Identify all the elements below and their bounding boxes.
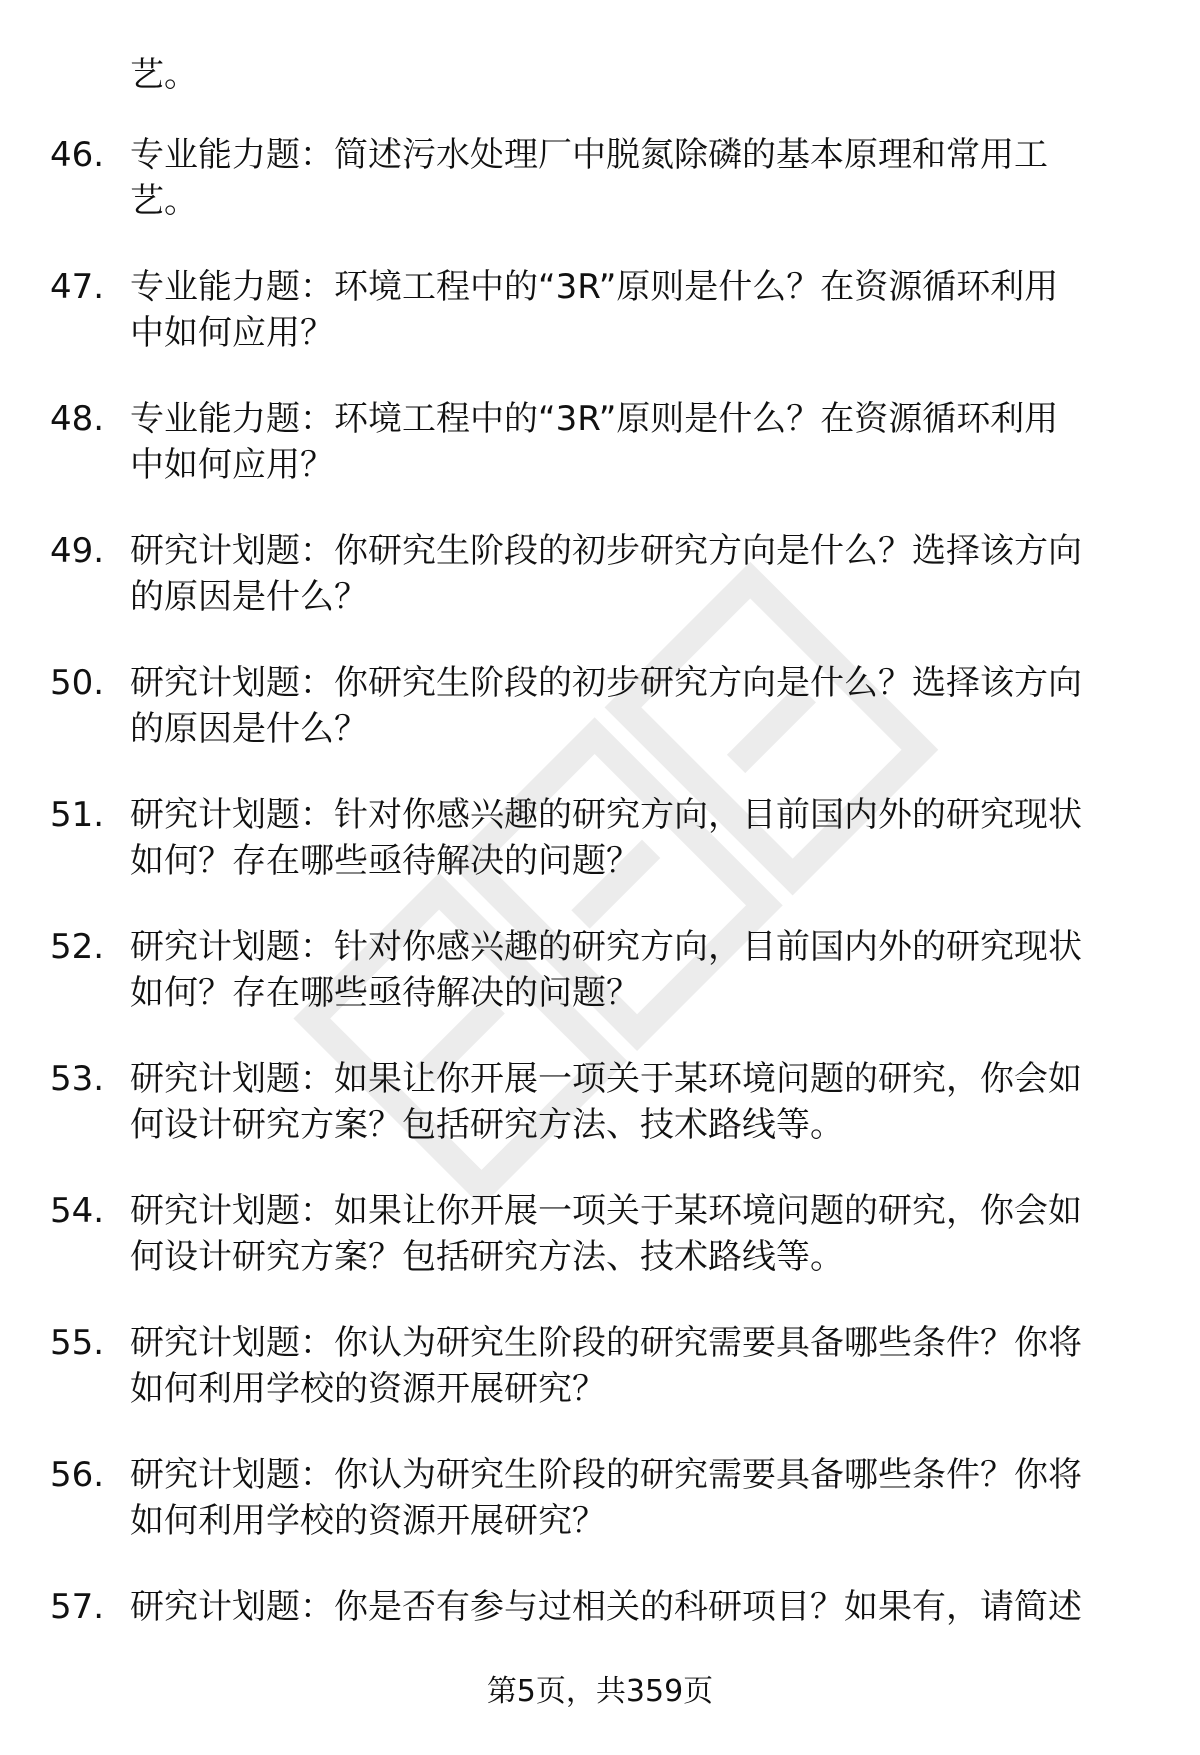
question-line: 专业能力题：环境工程中的“3R”原则是什么？在资源循环利用 xyxy=(130,267,1059,307)
question-text xyxy=(130,528,1150,620)
list-item xyxy=(0,660,1200,760)
question-text xyxy=(130,1320,1150,1412)
question-text xyxy=(130,924,1150,1016)
question-line: 研究计划题：你认为研究生阶段的研究需要具备哪些条件？你将 xyxy=(130,1323,1082,1363)
question-number: 57. xyxy=(50,1587,105,1627)
question-text xyxy=(130,792,1150,884)
list-item xyxy=(0,264,1200,364)
question-number: 55. xyxy=(50,1323,105,1363)
question-line: 专业能力题：简述污水处理厂中脱氮除磷的基本原理和常用工 xyxy=(130,135,1048,175)
question-text xyxy=(130,1188,1150,1280)
question-line: 研究计划题：针对你感兴趣的研究方向，目前国内外的研究现状 xyxy=(130,927,1082,967)
question-line: 艺。 xyxy=(130,181,198,221)
question-line: 研究计划题：你研究生阶段的初步研究方向是什么？选择该方向 xyxy=(130,531,1082,571)
question-text xyxy=(130,1056,1150,1148)
question-line: 的原因是什么？ xyxy=(130,577,368,617)
question-number: 50. xyxy=(50,663,105,703)
list-item xyxy=(0,1320,1200,1420)
question-text xyxy=(130,1584,1150,1630)
question-line: 研究计划题：如果让你开展一项关于某环境问题的研究，你会如 xyxy=(130,1059,1082,1099)
question-line: 何设计研究方案？包括研究方法、技术路线等。 xyxy=(130,1105,844,1145)
question-text xyxy=(130,1452,1150,1544)
question-number: 52. xyxy=(50,927,105,967)
question-number: 48. xyxy=(50,399,105,439)
question-number: 56. xyxy=(50,1455,105,1495)
question-line: 研究计划题：如果让你开展一项关于某环境问题的研究，你会如 xyxy=(130,1191,1082,1231)
question-line: 研究计划题：你认为研究生阶段的研究需要具备哪些条件？你将 xyxy=(130,1455,1082,1495)
question-line: 如何？存在哪些亟待解决的问题？ xyxy=(130,973,640,1013)
question-line: 研究计划题：针对你感兴趣的研究方向，目前国内外的研究现状 xyxy=(130,795,1082,835)
list-item xyxy=(0,1188,1200,1288)
list-item xyxy=(0,132,1200,232)
question-line: 如何？存在哪些亟待解决的问题？ xyxy=(130,841,640,881)
list-item xyxy=(0,1056,1200,1156)
question-number: 49. xyxy=(50,531,105,571)
question-line: 何设计研究方案？包括研究方法、技术路线等。 xyxy=(130,1237,844,1277)
question-text xyxy=(130,396,1150,488)
question-text xyxy=(130,132,1150,224)
list-item xyxy=(0,1452,1200,1552)
question-number: 51. xyxy=(50,795,105,835)
question-number: 54. xyxy=(50,1191,105,1231)
question-number: 46. xyxy=(50,135,105,175)
question-line: 中如何应用？ xyxy=(130,445,334,485)
question-line: 如何利用学校的资源开展研究？ xyxy=(130,1501,606,1541)
question-text xyxy=(130,264,1150,356)
list-item xyxy=(0,792,1200,892)
question-number: 47. xyxy=(50,267,105,307)
question-line: 研究计划题：你是否有参与过相关的科研项目？如果有，请简述 xyxy=(130,1587,1082,1627)
question-line: 专业能力题：环境工程中的“3R”原则是什么？在资源循环利用 xyxy=(130,399,1059,439)
page-footer: 第5页，共359页 xyxy=(486,1674,714,1709)
question-number: 53. xyxy=(50,1059,105,1099)
question-line: 研究计划题：你研究生阶段的初步研究方向是什么？选择该方向 xyxy=(130,663,1082,703)
question-text xyxy=(130,660,1150,752)
continuation-text: 艺。 xyxy=(130,55,198,95)
list-item xyxy=(0,924,1200,1024)
list-item xyxy=(0,396,1200,496)
list-item xyxy=(0,528,1200,628)
question-line: 中如何应用？ xyxy=(130,313,334,353)
list-item xyxy=(0,1584,1200,1634)
question-line: 的原因是什么？ xyxy=(130,709,368,749)
question-line: 如何利用学校的资源开展研究？ xyxy=(130,1369,606,1409)
